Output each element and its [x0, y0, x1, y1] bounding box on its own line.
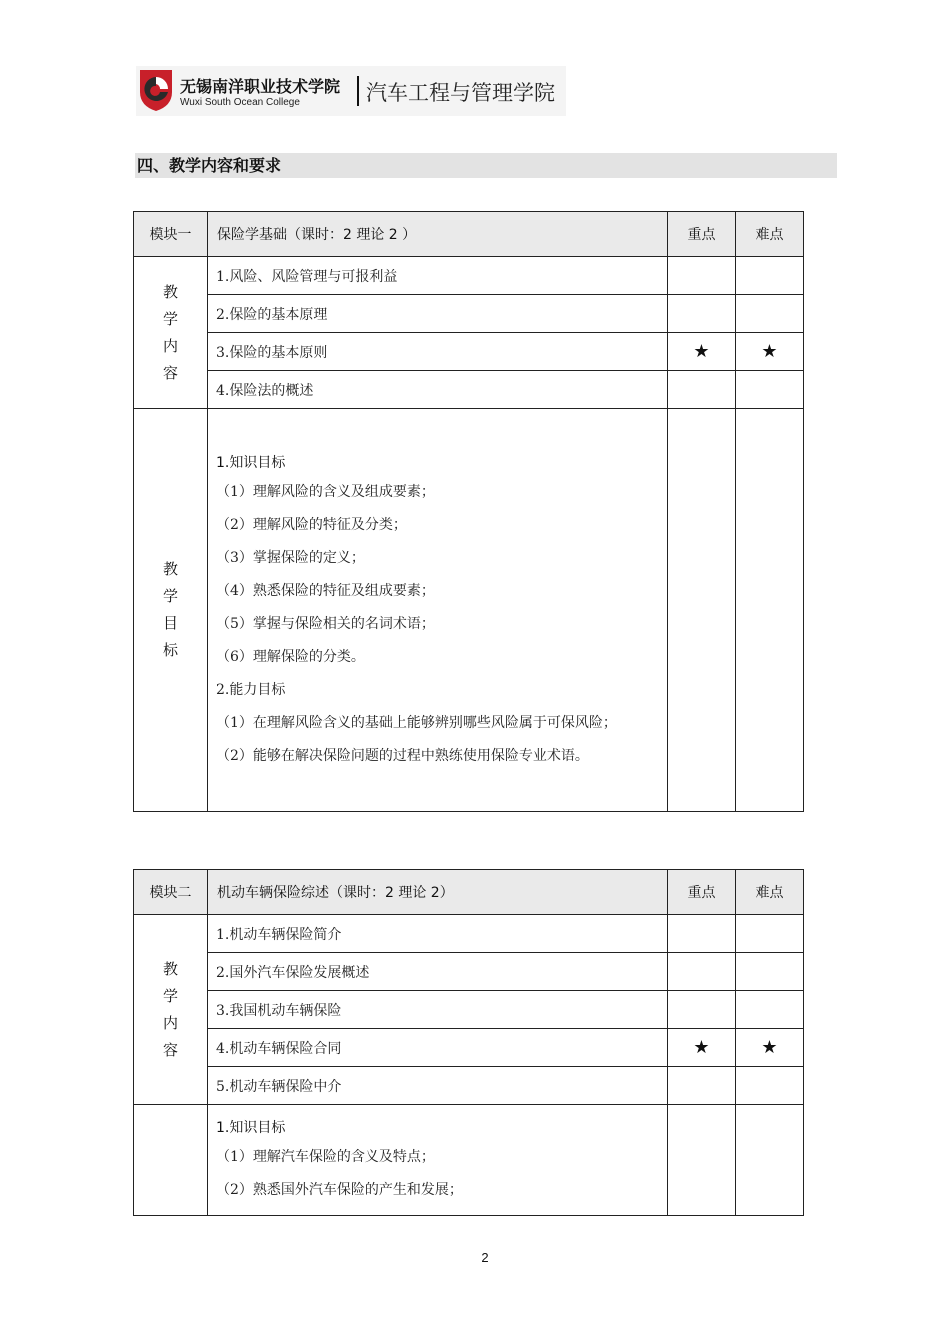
empty-cell [668, 1105, 736, 1216]
module-2-goals-label [134, 1105, 208, 1216]
ability-goal-title: 2.能力目标 [216, 681, 286, 698]
module-2-content-label: 教学内容 [134, 915, 208, 1105]
college-name-cn: 无锡南洋职业技术学院 [180, 77, 341, 96]
table-row [134, 257, 804, 295]
key-mark [668, 991, 736, 1029]
header-divider [357, 76, 359, 106]
goal-item: （2）熟悉国外汽车保险的产生和发展； [216, 1182, 463, 1198]
empty-cell [668, 409, 736, 812]
section-title: 四、教学内容和要求 [135, 153, 837, 178]
key-mark [668, 295, 736, 333]
module-2-goals [208, 1105, 668, 1216]
knowledge-goal-title: 1.知识目标 [216, 454, 286, 471]
goal-item: （5）掌握与保险相关的名词术语； [216, 615, 435, 632]
knowledge-goal-title: 1.知识目标 [216, 1120, 286, 1136]
hard-mark [736, 371, 804, 409]
hard-mark [736, 295, 804, 333]
college-name-en: Wuxi South Ocean College [180, 97, 300, 108]
content-item: 3.保险的基本原则 [208, 333, 668, 371]
module-1-label: 模块一 [134, 212, 208, 257]
goal-item: （3）掌握保险的定义； [216, 549, 365, 566]
table-row [134, 1067, 804, 1105]
goal-item: （1）在理解风险含义的基础上能够辨别哪些风险属于可保风险； [216, 714, 617, 731]
content-item: 2.保险的基本原理 [208, 295, 668, 333]
goal-item: （6）理解保险的分类。 [216, 648, 365, 665]
goal-item: （2）理解风险的特征及分类； [216, 516, 407, 533]
module-1-goals-label: 教学目标 [134, 409, 208, 812]
key-mark [668, 1067, 736, 1105]
module-2-header-row [134, 870, 804, 915]
module-1-goals [208, 409, 668, 812]
module-1-content-label: 教学内容 [134, 257, 208, 409]
module-1-hard-header: 难点 [736, 212, 804, 257]
department-name: 汽车工程与管理学院 [366, 81, 555, 105]
table-row [134, 295, 804, 333]
module-1-key-header: 重点 [668, 212, 736, 257]
hard-mark [736, 991, 804, 1029]
module-1-title: 保险学基础（课时：2 理论 2 ） [208, 212, 668, 257]
module-2-key-header: 重点 [668, 870, 736, 915]
key-star-icon: ★ [668, 1029, 736, 1067]
content-item: 4.机动车辆保险合同 [208, 1029, 668, 1067]
hard-star-icon: ★ [736, 1029, 804, 1067]
table-row [134, 915, 804, 953]
content-item: 5.机动车辆保险中介 [208, 1067, 668, 1105]
module-1-header-row [134, 212, 804, 257]
key-star-icon: ★ [668, 333, 736, 371]
table-row [134, 333, 804, 371]
page-number: 2 [481, 1250, 489, 1265]
table-row [134, 953, 804, 991]
content-item: 1.机动车辆保险简介 [208, 915, 668, 953]
empty-cell [736, 409, 804, 812]
goal-item: （1）理解汽车保险的含义及特点； [216, 1149, 435, 1165]
module-2-title: 机动车辆保险综述（课时：2 理论 2） [208, 870, 668, 915]
goal-item: （4）熟悉保险的特征及组成要素； [216, 582, 435, 599]
table-row [134, 991, 804, 1029]
module-1-goals-row [134, 409, 804, 812]
table-row [134, 371, 804, 409]
goal-item: （2）能够在解决保险问题的过程中熟练使用保险专业术语。 [216, 747, 589, 764]
module-1-table [133, 211, 804, 812]
module-2-goals-row [134, 1105, 804, 1216]
content-item: 4.保险法的概述 [208, 371, 668, 409]
hard-mark [736, 953, 804, 991]
key-mark [668, 371, 736, 409]
goal-item: （1）理解风险的含义及组成要素； [216, 483, 435, 500]
key-mark [668, 915, 736, 953]
content-item: 2.国外汽车保险发展概述 [208, 953, 668, 991]
hard-mark [736, 1067, 804, 1105]
module-2-table [133, 869, 804, 1216]
hard-mark [736, 257, 804, 295]
content-item: 3.我国机动车辆保险 [208, 991, 668, 1029]
content-item: 1.风险、风险管理与可报利益 [208, 257, 668, 295]
empty-cell [736, 1105, 804, 1216]
module-2-label: 模块二 [134, 870, 208, 915]
key-mark [668, 953, 736, 991]
college-logo-icon [138, 68, 174, 112]
college-header [136, 66, 566, 116]
key-mark [668, 257, 736, 295]
hard-star-icon: ★ [736, 333, 804, 371]
table-row [134, 1029, 804, 1067]
module-2-hard-header: 难点 [736, 870, 804, 915]
hard-mark [736, 915, 804, 953]
